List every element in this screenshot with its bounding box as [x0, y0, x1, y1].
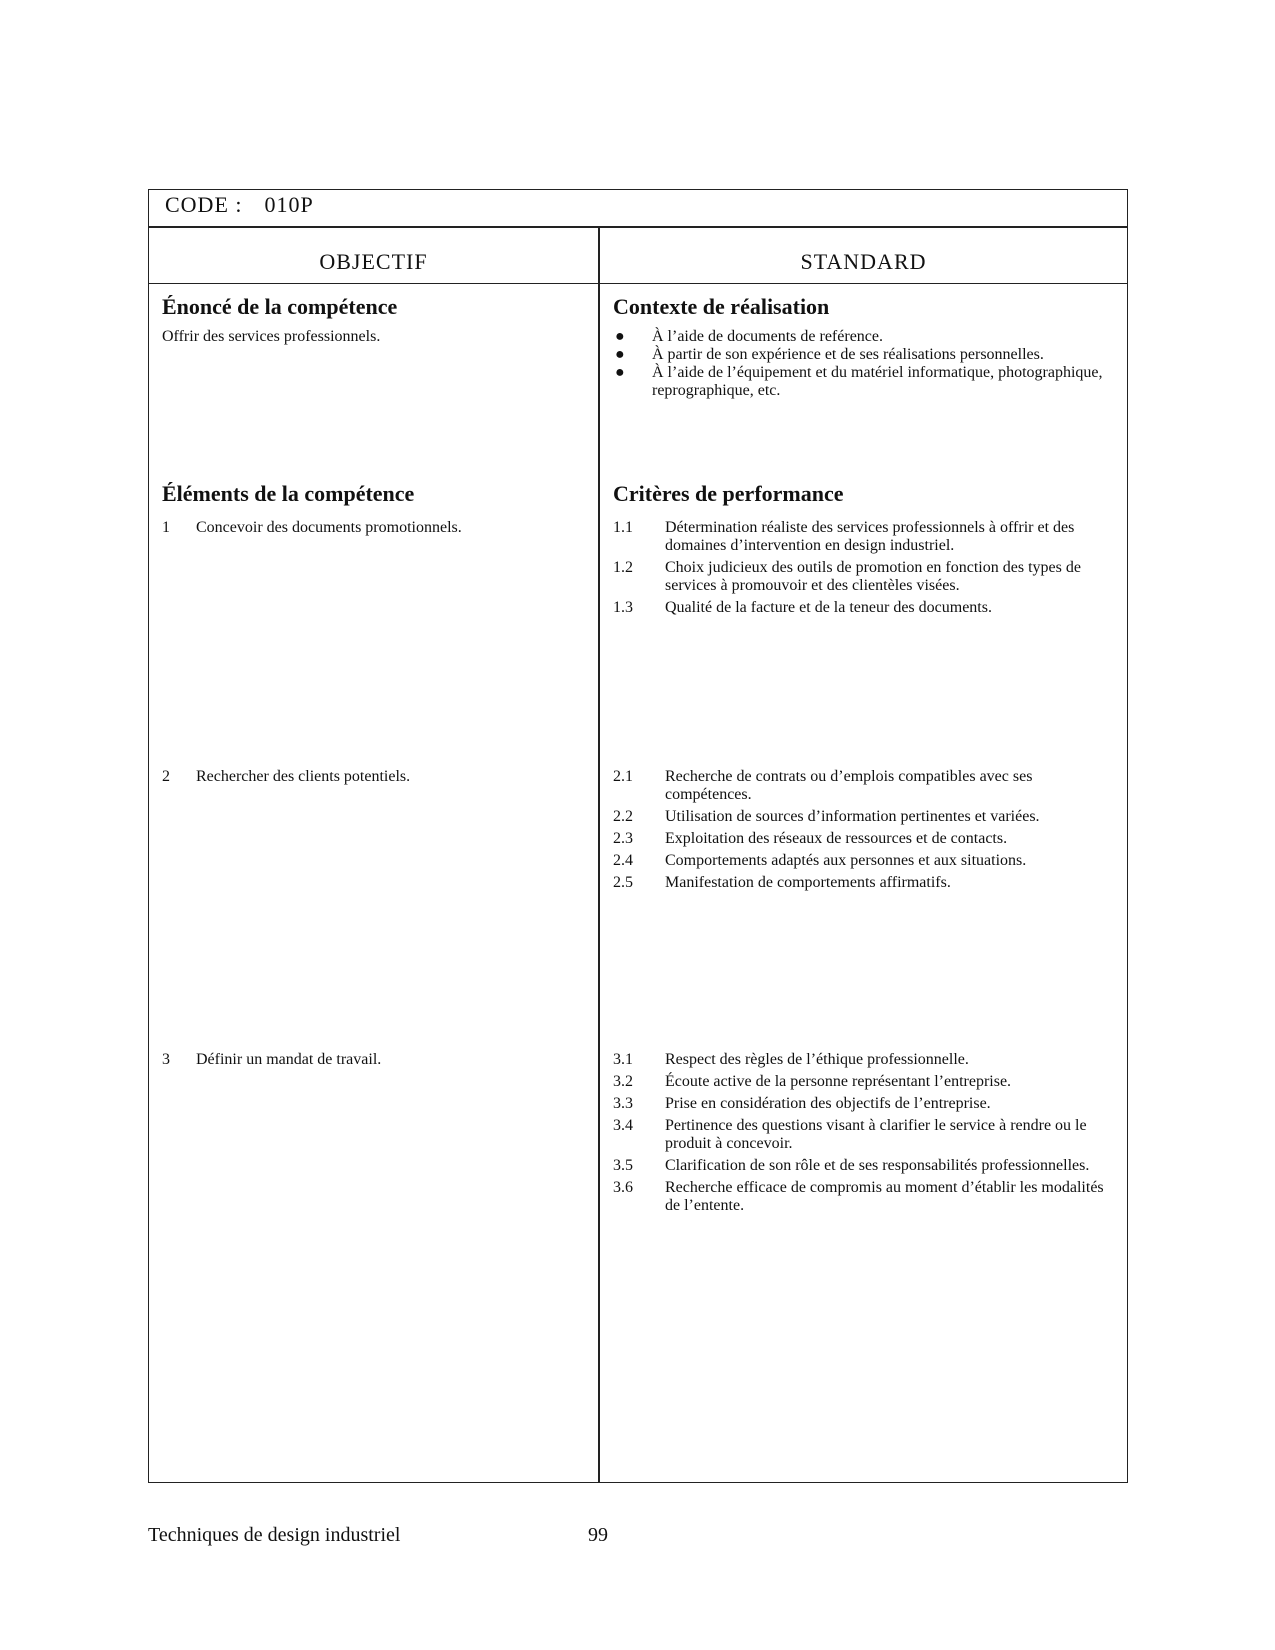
- critere-item: [613, 768, 1117, 804]
- critere-num: 3.2: [613, 1073, 633, 1090]
- element-item: [162, 519, 588, 537]
- bullet-icon: ●: [615, 346, 625, 363]
- critere-text: Écoute active de la personne représentant l’entreprise.: [665, 1073, 1012, 1090]
- element-text: Définir un mandat de travail.: [196, 1051, 382, 1068]
- critere-num: 1.2: [613, 559, 633, 576]
- element-item: [162, 768, 588, 786]
- element-num: 3: [162, 1051, 170, 1068]
- critere-text: Détermination réaliste des services professionnels à offrir et des domaines d’intervention en design industriel.: [665, 519, 1075, 554]
- contexte-item-text: À l’aide de l’équipement et du matériel informatique, photographique, reprographique, etc.: [652, 364, 1103, 399]
- critere-item: [613, 1051, 1117, 1069]
- critere-item: [613, 559, 1117, 595]
- critere-item: [613, 874, 1117, 892]
- critere-text: Utilisation de sources d’information pertinentes et variées.: [665, 808, 1040, 825]
- enonce-section: [162, 294, 588, 346]
- contexte-item: [613, 328, 1117, 346]
- critere-item: [613, 852, 1117, 870]
- critere-text: Qualité de la facture et de la teneur des documents.: [665, 599, 992, 616]
- criteres-group-1: [613, 519, 1117, 621]
- contexte-title: Contexte de réalisation: [613, 294, 830, 319]
- critere-text: Choix judicieux des outils de promotion en fonction des types de services à promouvoir et des clientèles visées.: [665, 559, 1081, 594]
- critere-item: [613, 1157, 1117, 1175]
- objectif-column: [149, 228, 600, 1482]
- code-label: CODE :: [165, 192, 243, 217]
- code-row: [149, 190, 1127, 228]
- critere-item: [613, 1117, 1117, 1153]
- critere-num: 3.6: [613, 1179, 633, 1196]
- critere-num: 3.3: [613, 1095, 633, 1112]
- critere-item: [613, 1073, 1117, 1091]
- page-number: 99: [588, 1524, 608, 1546]
- standard-header: STANDARD: [600, 228, 1127, 284]
- element-num: 1: [162, 519, 170, 536]
- critere-item: [613, 830, 1117, 848]
- enonce-title: Énoncé de la compétence: [162, 294, 398, 319]
- critere-item: [613, 599, 1117, 617]
- element-num: 2: [162, 768, 170, 785]
- element-text: Rechercher des clients potentiels.: [196, 768, 411, 785]
- critere-text: Exploitation des réseaux de ressources et de contacts.: [665, 830, 1008, 847]
- elements-title: Éléments de la compétence: [162, 481, 415, 506]
- footer-title: Techniques de design industriel: [148, 1524, 401, 1546]
- standard-column: [600, 228, 1127, 1482]
- critere-num: 2.1: [613, 768, 633, 785]
- contexte-item-text: À l’aide de documents de reférence.: [652, 328, 883, 345]
- critere-num: 2.2: [613, 808, 633, 825]
- critere-num: 3.1: [613, 1051, 633, 1068]
- critere-num: 2.5: [613, 874, 633, 891]
- critere-item: [613, 1179, 1117, 1215]
- critere-item: [613, 519, 1117, 555]
- critere-num: 2.3: [613, 830, 633, 847]
- critere-item: [613, 1095, 1117, 1113]
- critere-text: Clarification de son rôle et de ses responsabilités professionnelles.: [665, 1157, 1090, 1174]
- enonce-text: Offrir des services professionnels.: [162, 328, 381, 345]
- critere-text: Prise en considération des objectifs de l’entreprise.: [665, 1095, 991, 1112]
- bullet-icon: ●: [615, 364, 625, 381]
- critere-num: 2.4: [613, 852, 633, 869]
- bullet-icon: ●: [615, 328, 625, 345]
- critere-text: Manifestation de comportements affirmatifs.: [665, 874, 951, 891]
- competency-table: [148, 189, 1128, 1483]
- critere-item: [613, 808, 1117, 826]
- critere-num: 3.5: [613, 1157, 633, 1174]
- contexte-item-text: À partir de son expérience et de ses réalisations personnelles.: [652, 346, 1044, 363]
- contexte-item: [613, 346, 1117, 364]
- critere-text: Pertinence des questions visant à clarifier le service à rendre ou le produit à concevoir.: [665, 1117, 1087, 1152]
- objectif-header: OBJECTIF: [149, 228, 598, 284]
- critere-text: Respect des règles de l’éthique professionnelle.: [665, 1051, 969, 1068]
- code-value: 010P: [264, 192, 314, 217]
- element-item: [162, 1051, 588, 1069]
- critere-num: 1.3: [613, 599, 633, 616]
- critere-text: Recherche de contrats ou d’emplois compatibles avec ses compétences.: [665, 768, 1033, 803]
- critere-num: 3.4: [613, 1117, 633, 1134]
- critere-num: 1.1: [613, 519, 633, 536]
- critere-text: Recherche efficace de compromis au moment d’établir les modalités de l’entente.: [665, 1179, 1104, 1214]
- criteres-title: Critères de performance: [613, 481, 844, 506]
- criteres-group-3: [613, 1051, 1117, 1219]
- critere-text: Comportements adaptés aux personnes et aux situations.: [665, 852, 1027, 869]
- criteres-section: [613, 481, 1117, 515]
- elements-section: [162, 481, 588, 515]
- element-text: Concevoir des documents promotionnels.: [196, 519, 462, 536]
- criteres-group-2: [613, 768, 1117, 896]
- contexte-section: [613, 294, 1117, 400]
- contexte-item: [613, 364, 1117, 400]
